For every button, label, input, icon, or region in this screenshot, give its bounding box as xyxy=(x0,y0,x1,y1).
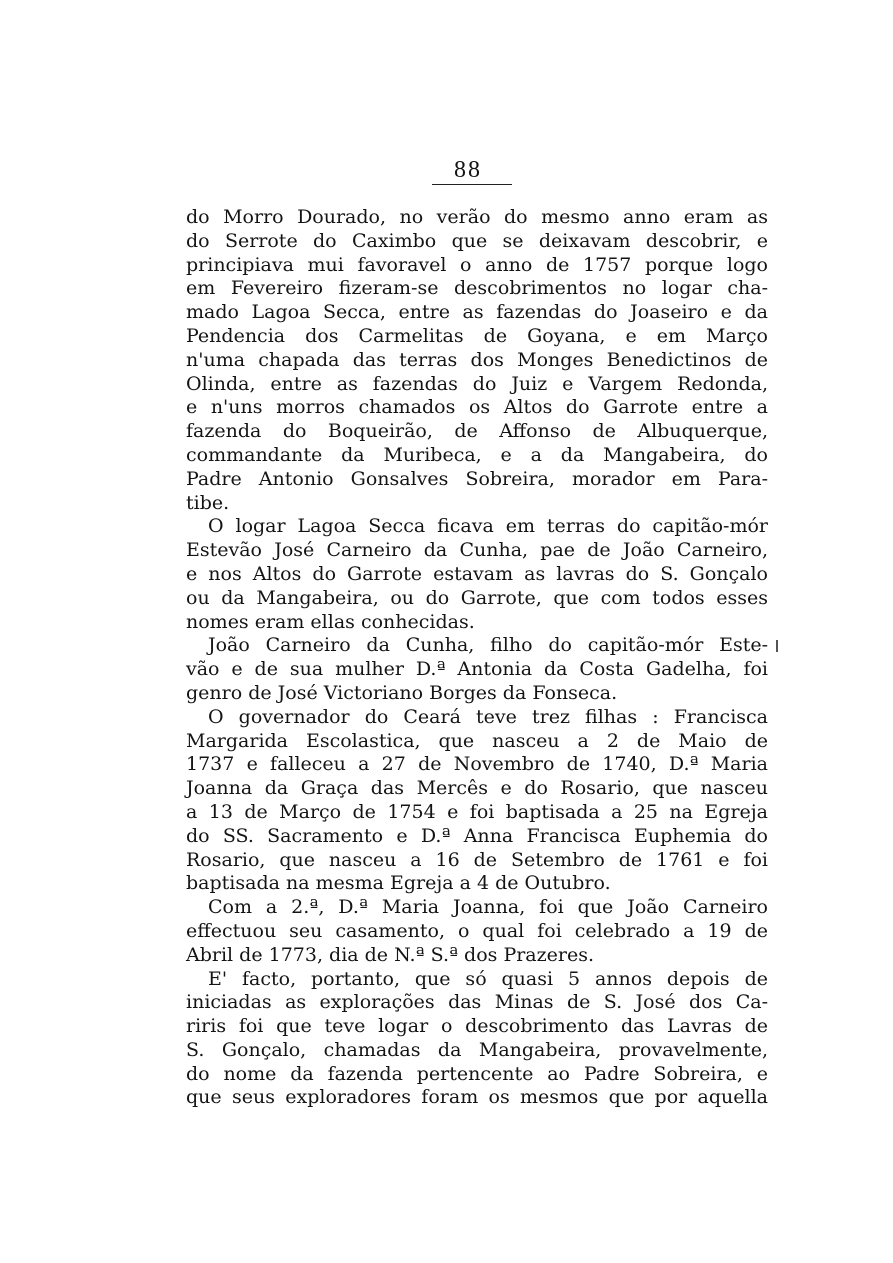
text-line: riris foi que teve logar o descobrimento das Lavras de xyxy=(186,1015,768,1038)
text-line: e n'uns morros chamados os Altos do Garrote entre a xyxy=(186,396,768,419)
text-line: Margarida Escolastica, que nasceu a 2 de Maio de xyxy=(186,729,768,752)
text-line: Estevão José Carneiro da Cunha, pae de João Carneiro, xyxy=(186,539,768,562)
text-line: a 13 de Março de 1754 e foi baptisada a 25 na Egreja xyxy=(186,800,768,823)
margin-mark xyxy=(776,640,778,652)
text-line: Rosario, que nasceu a 16 de Setembro de 1761 e foi xyxy=(186,848,768,871)
body-text xyxy=(186,206,768,1110)
text-line: do Morro Dourado, no verão do mesmo anno eram as xyxy=(186,206,768,228)
text-line: n'uma chapada das terras dos Monges Benedictinos de xyxy=(186,348,768,371)
text-line: vão e de sua mulher D.ª Antonia da Costa Gadelha, foi xyxy=(186,658,768,681)
text-line: nomes eram ellas conhecidas. xyxy=(186,610,475,633)
page-number: 88 xyxy=(454,157,482,183)
text-line: do nome da fazenda pertencente ao Padre Sobreira, e xyxy=(186,1062,768,1085)
text-line: Joanna da Graça das Mercês e do Rosario, que nasceu xyxy=(186,777,768,800)
text-line: Olinda, entre as fazendas do Juiz e Vargem Redonda, xyxy=(186,372,768,395)
text-line: ou da Mangabeira, ou do Garrote, que com todos esses xyxy=(186,586,768,609)
text-line: E' facto, portanto, que só quasi 5 annos depois de xyxy=(208,967,768,990)
text-line: iniciadas as explorações das Minas de S. José dos Ca- xyxy=(186,991,768,1014)
text-line: que seus exploradores foram os mesmos que por aquella xyxy=(186,1086,768,1109)
text-line: do Serrote do Caximbo que se deixavam descobrir, e xyxy=(186,229,768,252)
text-line: mado Lagoa Secca, entre as fazendas do Joaseiro e da xyxy=(186,301,768,324)
text-line: Padre Antonio Gonsalves Sobreira, morador em Para- xyxy=(186,467,768,490)
header-rule xyxy=(432,184,512,185)
text-line: genro de José Victoriano Borges da Fonseca. xyxy=(186,681,618,704)
text-line: effectuou seu casamento, o qual foi celebrado a 19 de xyxy=(186,919,768,942)
text-line: do SS. Sacramento e D.ª Anna Francisca Euphemia do xyxy=(186,824,768,847)
text-line: e nos Altos do Garrote estavam as lavras do S. Gonçalo xyxy=(186,562,768,585)
text-line: O logar Lagoa Secca ficava em terras do capitão-mór xyxy=(208,515,768,538)
text-line: fazenda do Boqueirão, de Affonso de Albuquerque, xyxy=(186,420,768,443)
text-line: João Carneiro da Cunha, filho do capitão-mór Este- xyxy=(208,634,768,657)
text-line: baptisada na mesma Egreja a 4 de Outubro. xyxy=(186,872,611,895)
text-line: S. Gonçalo, chamadas da Mangabeira, provavelmente, xyxy=(186,1038,768,1061)
text-line: tibe. xyxy=(186,491,230,514)
text-line: Pendencia dos Carmelitas de Goyana, e em Março xyxy=(186,324,768,347)
text-line: principiava mui favoravel o anno de 1757 porque logo xyxy=(186,253,768,276)
text-line: em Fevereiro fizeram-se descobrimentos no logar cha- xyxy=(186,277,768,300)
text-line: Abril de 1773, dia de N.ª S.ª dos Prazeres. xyxy=(186,943,595,966)
text-line: O governador do Ceará teve trez filhas : Francisca xyxy=(208,705,768,728)
text-line: 1737 e falleceu a 27 de Novembro de 1740, D.ª Maria xyxy=(186,753,768,776)
text-line: Com a 2.ª, D.ª Maria Joanna, foi que João Carneiro xyxy=(208,896,768,919)
text-line: commandante da Muribeca, e a da Mangabeira, do xyxy=(186,443,768,466)
